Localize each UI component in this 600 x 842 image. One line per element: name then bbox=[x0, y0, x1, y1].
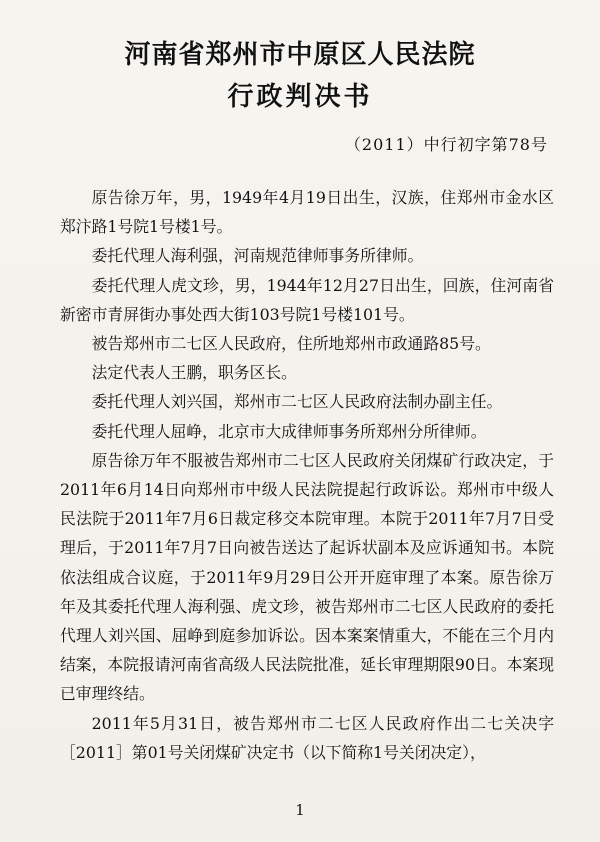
paragraph-procedure: 原告徐万年不服被告郑州市二七区人民政府关闭煤矿行政决定，于2011年6月14日向郑州市中级人民法院提起行政诉讼。郑州市中级人民法院于2011年7月6日裁定移交本院审理。本院于2011年7月7日受理后，于2011年7月7日向被告送达了起诉状副本及应诉通知书。本院依法组成合议庭，于2011年9月29日公开开庭审理了本案。原告徐万年及其委托代理人海利强、虎文珍，被告郑州市二七区人民政府的委托代理人刘兴国、屈峥到庭参加诉讼。因本案案情重大，不能在三个月内结案，本院报请河南省高级人民法院批准，延长审理期限90日。本案现已审理终结。 bbox=[60, 450, 555, 704]
paragraph-legal-representative: 法定代表人王鹏，职务区长。 bbox=[91, 363, 297, 383]
paragraph-plaintiff: 原告徐万年，男，1949年4月19日出生，汉族，住郑州市金水区郑汴路1号院1号楼1号。 bbox=[60, 188, 554, 237]
paragraph-defendant-agent-2: 委托代理人屈峥，北京市大成律师事务所郑州分所律师。 bbox=[91, 421, 487, 441]
court-title: 河南省郑州市中原区人民法院 bbox=[124, 40, 476, 70]
paragraph-defendant-agent-1: 委托代理人刘兴国，郑州市二七区人民政府法制办副主任。 bbox=[91, 392, 503, 412]
paragraph-plaintiff-agent-2: 委托代理人虎文珍，男，1944年12月27日出生，回族，住河南省新密市青屏街办事处西大街103号院1号楼101号。 bbox=[60, 275, 554, 324]
paragraph-plaintiff-agent-1: 委托代理人海利强，河南规范律师事务所律师。 bbox=[91, 246, 424, 266]
judgment-body bbox=[60, 183, 554, 767]
case-number: （2011）中行初字第78号 bbox=[344, 135, 548, 154]
page-number: 1 bbox=[295, 801, 305, 819]
paragraph-defendant: 被告郑州市二七区人民政府，住所地郑州市政通路85号。 bbox=[91, 334, 491, 354]
document-type-title: 行政判决书 bbox=[227, 82, 373, 112]
paragraph-facts: 2011年5月31日，被告郑州市二七区人民政府作出二七关决字［2011］第01号关闭煤矿决定书（以下简称1号关闭决定）， bbox=[60, 713, 554, 762]
